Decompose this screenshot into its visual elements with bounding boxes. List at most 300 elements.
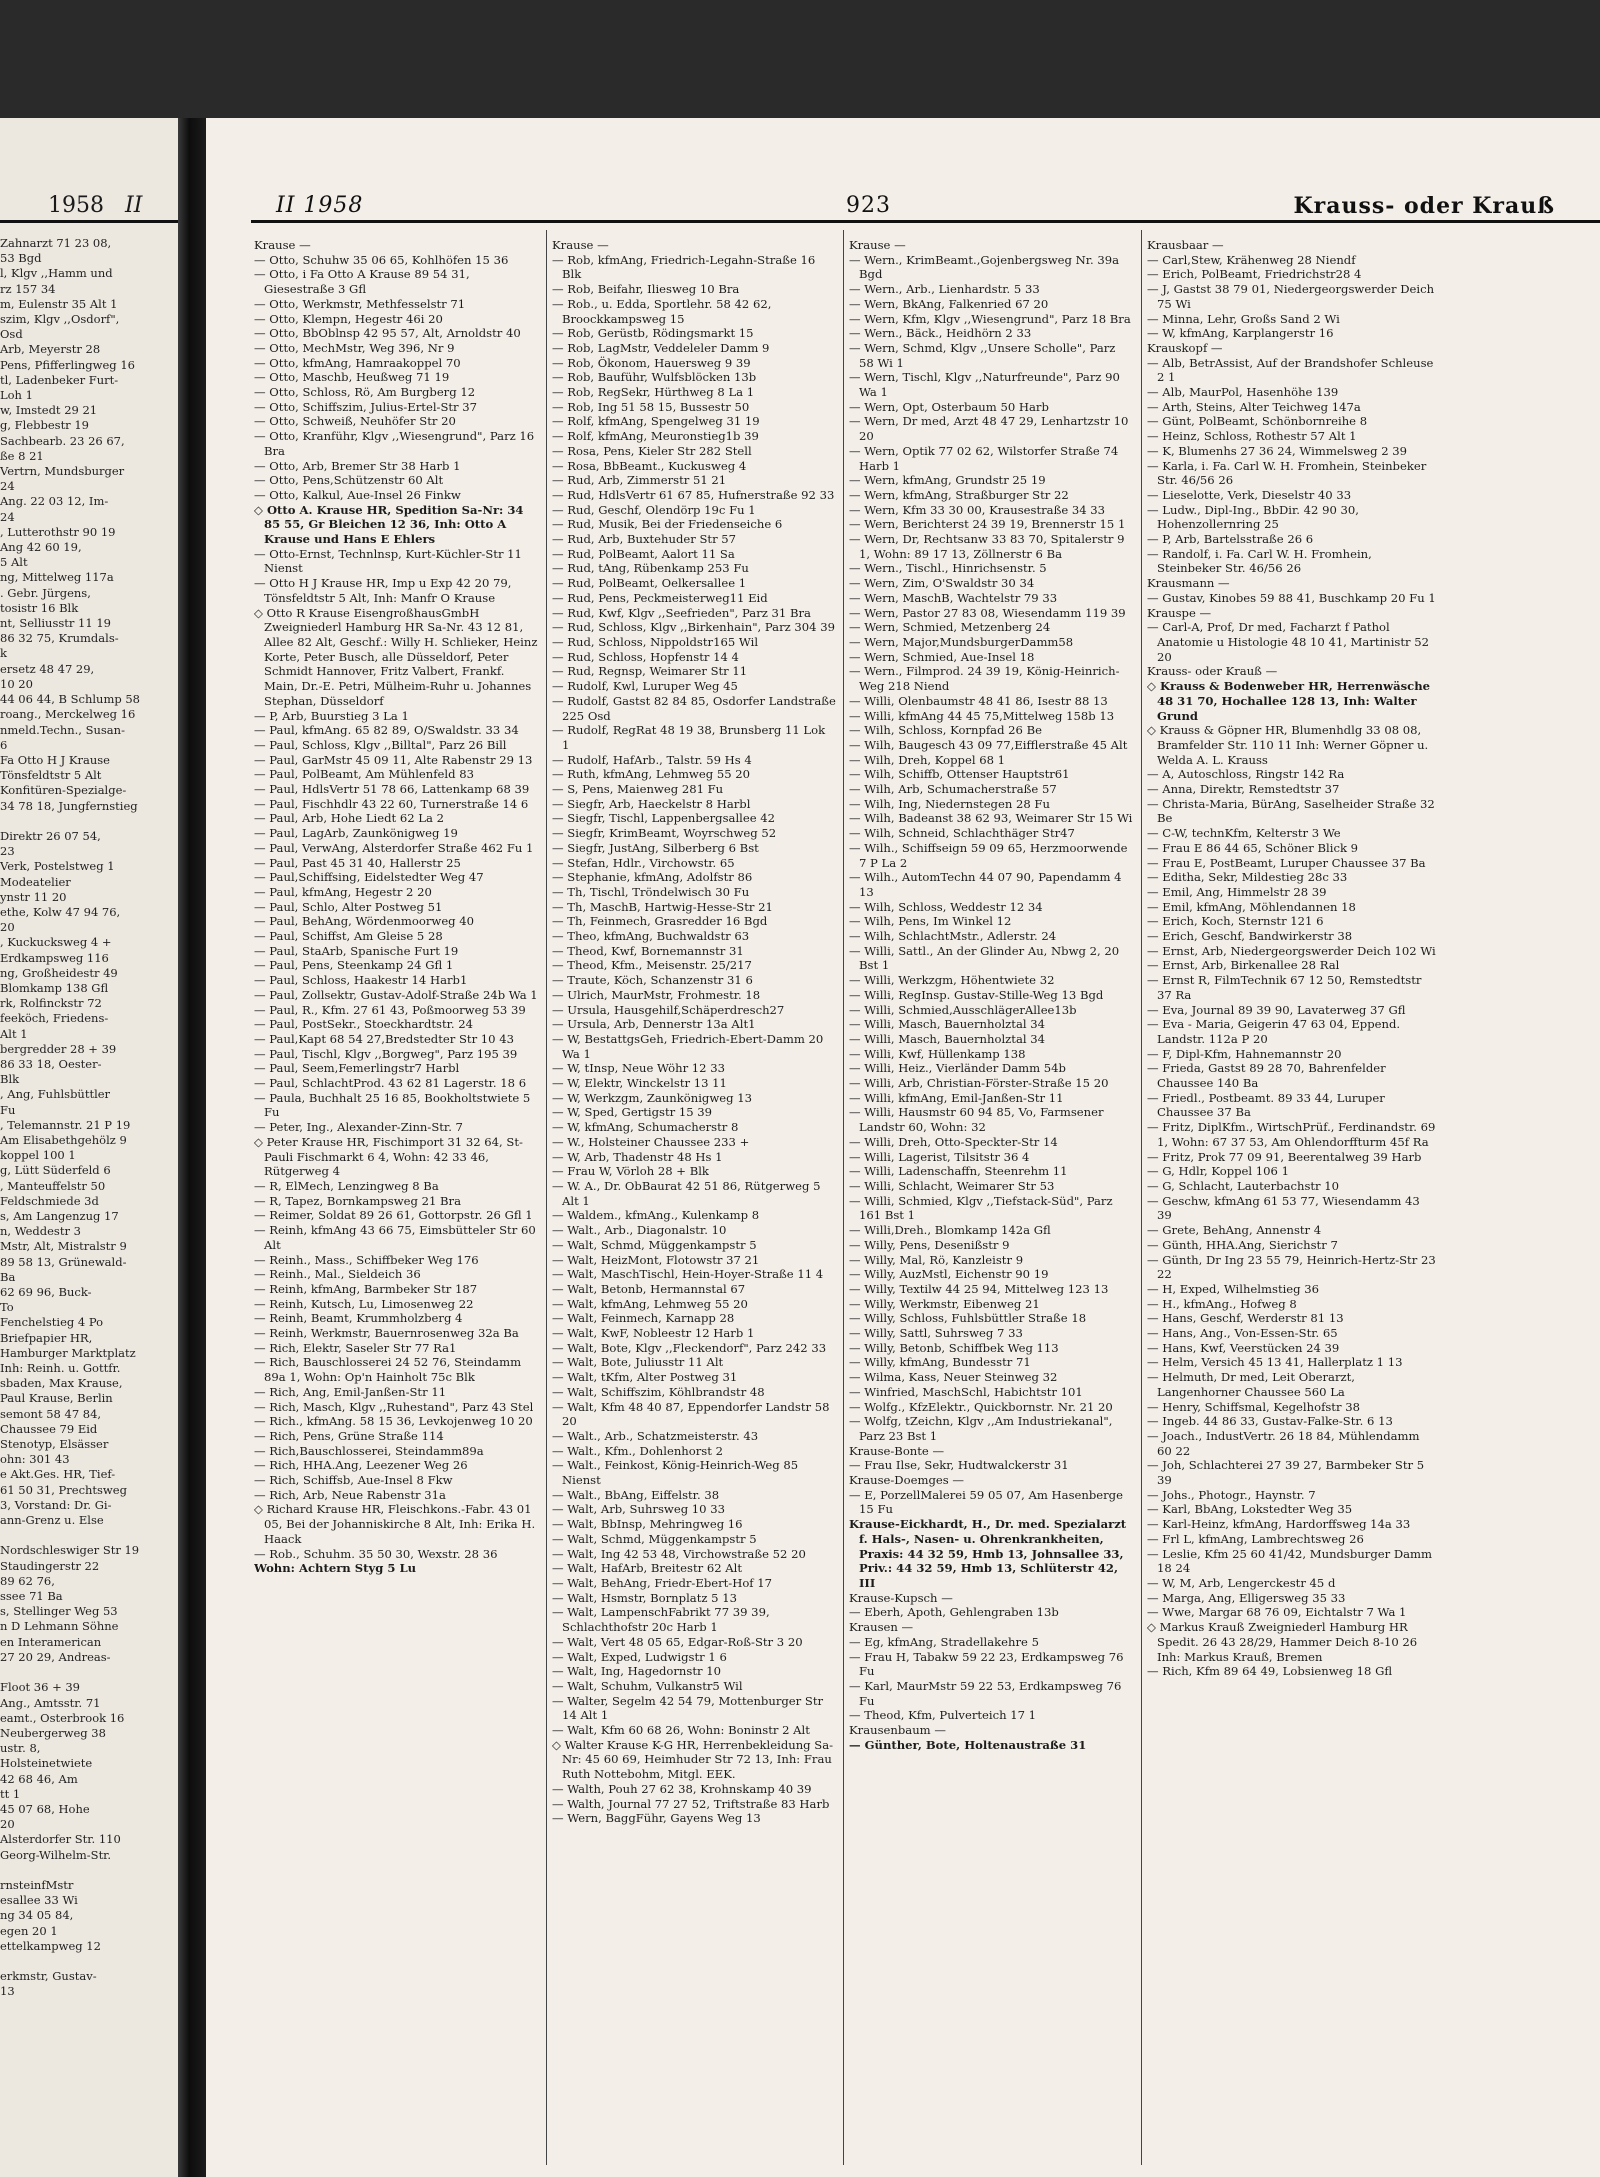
directory-entry: — Rob, Bauführ, Wulfsblöcken 13b bbox=[552, 370, 757, 385]
directory-entry: — Paul,Schiffsing, Eidelstedter Weg 47 bbox=[254, 870, 484, 885]
directory-entry: — Wilh, Badeanst 38 62 93, Weimarer Str 15 Wi bbox=[849, 811, 1133, 826]
directory-entry: — Willy, Mal, Rö, Kanzleistr 9 bbox=[849, 1252, 1024, 1267]
directory-entry: — Paul, PostSekr., Stoeckhardtstr. 24 bbox=[254, 1017, 474, 1032]
directory-entry: — Otto, Schweiß, Neuhöfer Str 20 bbox=[254, 414, 456, 429]
directory-entry: — Joh, Schlachterei 27 39 27, Barmbeker Str 5 39 bbox=[1147, 1458, 1425, 1488]
directory-entry: — Wern, Zim, O'Swaldstr 30 34 bbox=[849, 576, 1035, 591]
directory-entry: — Winfried, MaschSchl, Habichtstr 101 bbox=[849, 1384, 1083, 1399]
left-page-line: Mstr, Alt, Mistralstr 9 bbox=[0, 1239, 127, 1254]
directory-entry: — G, Schlacht, Lauterbachstr 10 bbox=[1147, 1179, 1340, 1193]
directory-entry: — Otto, Arb, Bremer Str 38 Harb 1 bbox=[254, 458, 461, 473]
left-page-line: bergredder 28 + 39 bbox=[0, 1041, 117, 1056]
left-page-line: n D Lehmann Söhne bbox=[0, 1619, 119, 1634]
directory-entry: — Carl-A, Prof, Dr med, Facharzt f Pathol Anatomie u Histologie 48 10 41, Martinistr 52 20 bbox=[1147, 620, 1430, 664]
directory-entry: — Paul, GarMstr 45 09 11, Alte Rabenstr 29 13 bbox=[254, 752, 533, 767]
directory-entry: — Helmuth, Dr med, Leit Oberarzt, Langenhorner Chaussee 560 La bbox=[1147, 1370, 1355, 1399]
directory-entry: — Wern, Schmd, Klgv ,,Unsere Scholle", Parz 58 Wi 1 bbox=[849, 340, 1116, 370]
directory-entry: — Alb, MaurPol, Hasenhöhe 139 bbox=[1147, 385, 1339, 400]
left-page-line: w, Imstedt 29 21 bbox=[0, 403, 98, 418]
left-page-line: rk, Rolfinckstr 72 bbox=[0, 996, 102, 1011]
directory-entry: — Frau W, Vörloh 28 + Blk bbox=[552, 1164, 709, 1179]
left-page-line: ersetz 48 47 29, bbox=[0, 661, 95, 676]
directory-entry: — Wern., Arb., Lienhardstr. 5 33 bbox=[849, 282, 1040, 297]
directory-entry: — W, tInsp, Neue Wöhr 12 33 bbox=[552, 1061, 725, 1076]
left-page-line: Nordschleswiger Str 19 bbox=[0, 1543, 140, 1558]
directory-entry: — Eg, kfmAng, Stradellakehre 5 bbox=[849, 1634, 1039, 1649]
left-page-header: 1958 II bbox=[48, 193, 143, 218]
directory-entry: — Otto, Kranführ, Klgv ,,Wiesengrund", Parz 16 Bra bbox=[254, 429, 535, 458]
directory-entry: — Ernst, Arb, Niedergeorgswerder Deich 102 Wi bbox=[1147, 943, 1436, 958]
left-page-line: k bbox=[0, 646, 7, 661]
directory-entry: — Wern, MaschB, Wachtelstr 79 33 bbox=[849, 590, 1058, 605]
directory-entry: — Rud, Geschf, Olendörp 19c Fu 1 bbox=[552, 502, 756, 517]
right-page bbox=[206, 118, 1600, 2177]
directory-entry: — W, Elektr, Winckelstr 13 11 bbox=[552, 1076, 727, 1091]
directory-entry: — Theo, kfmAng, Buchwaldstr 63 bbox=[552, 929, 750, 944]
left-page-line: Tönsfeldtstr 5 Alt bbox=[0, 768, 102, 783]
directory-entry: — Otto, Kalkul, Aue-Insel 26 Finkw bbox=[254, 487, 461, 502]
directory-entry: — Rob, Beifahr, Iliesweg 10 Bra bbox=[552, 282, 740, 297]
left-page-line: Feldschmiede 3d bbox=[0, 1193, 99, 1208]
directory-entry: — Paul, VerwAng, Alsterdorfer Straße 462 Fu 1 bbox=[254, 840, 534, 855]
directory-entry: — Otto-Ernst, Technlnsp, Kurt-Küchler-Str 11 Nienst bbox=[254, 546, 522, 576]
left-page-line: ße 8 21 bbox=[0, 448, 44, 463]
directory-entry: — Wilh, Dreh, Koppel 68 1 bbox=[849, 752, 1006, 767]
directory-entry: — Reimer, Soldat 89 26 61, Gottorpstr. 26 Gfl 1 bbox=[254, 1208, 533, 1223]
directory-entry: — Willi, kfmAng, Emil-Janßen-Str 11 bbox=[849, 1090, 1064, 1105]
directory-entry: — Rob, RegSekr, Hürthweg 8 La 1 bbox=[552, 385, 755, 400]
left-page-line: n, Weddestr 3 bbox=[0, 1224, 81, 1239]
directory-entry: — Carl,Stew, Krähenweg 28 Niendf bbox=[1147, 252, 1356, 267]
directory-entry: — W, M, Arb, Lengerckestr 45 d bbox=[1147, 1575, 1336, 1590]
directory-entry: — Walt, Schiffszim, Köhlbrandstr 48 bbox=[552, 1384, 765, 1399]
directory-entry: — Eva, Journal 89 39 90, Lavaterweg 37 Gfl bbox=[1147, 1002, 1406, 1017]
directory-entry: — Reinh., Mal., Sieldeich 36 bbox=[254, 1267, 421, 1282]
left-page-line bbox=[0, 1954, 178, 1969]
directory-entry: — Willy, Werkmstr, Eibenweg 21 bbox=[849, 1296, 1040, 1311]
directory-entry: — Walt, Exped, Ludwigstr 1 6 bbox=[552, 1649, 727, 1664]
directory-entry: — Willi, Schlacht, Weimarer Str 53 bbox=[849, 1179, 1055, 1193]
left-page-line: 20 bbox=[0, 920, 15, 935]
left-page-line: ohn: 301 43 bbox=[0, 1452, 70, 1467]
directory-entry: — Hans, Geschf, Werderstr 81 13 bbox=[1147, 1311, 1344, 1326]
left-page-line: ng, Mittelweg 117a bbox=[0, 570, 114, 585]
left-page-line: l, Klgv ,,Hamm und bbox=[0, 266, 113, 281]
directory-entry: — Rudolf, RegRat 48 19 38, Brunsberg 11 Lok 1 bbox=[552, 723, 826, 752]
directory-entry: — Paul, Schloss, Haakestr 14 Harb1 bbox=[254, 973, 468, 988]
directory-entry: — Grete, BehAng, Annenstr 4 bbox=[1147, 1223, 1322, 1238]
directory-entry: — Karl, BbAng, Lokstedter Weg 35 bbox=[1147, 1502, 1353, 1517]
directory-entry: — Wern., Tischl., Hinrichsenstr. 5 bbox=[849, 561, 1047, 576]
left-page-line bbox=[0, 814, 178, 829]
left-page-line: Georg-Wilhelm-Str. bbox=[0, 1847, 112, 1862]
directory-entry: — Wern, kfmAng, Straßburger Str 22 bbox=[849, 487, 1069, 502]
directory-entry: — Wern, BkAng, Falkenried 67 20 bbox=[849, 296, 1049, 311]
directory-entry: — W, BestattgsGeh, Friedrich-Ebert-Damm 20 Wa 1 bbox=[552, 1031, 824, 1061]
directory-entry: — Ulrich, MaurMstr, Frohmestr. 18 bbox=[552, 987, 761, 1002]
left-page-line: Modeatelier bbox=[0, 874, 71, 889]
directory-entry: — Frau H, Tabakw 59 22 23, Erdkampsweg 76 Fu bbox=[849, 1649, 1124, 1679]
directory-entry: Krauss- oder Krauß — bbox=[1147, 664, 1278, 679]
directory-entry: — Wern, Optik 77 02 62, Wilstorfer Straße 74 Harb 1 bbox=[849, 443, 1119, 473]
left-page-line: 24 bbox=[0, 509, 15, 524]
directory-entry: — Wern., Filmprod. 24 39 19, König-Heinrich-Weg 218 Niend bbox=[849, 664, 1120, 694]
directory-entry: — Willi, Schmied, Klgv ,,Tiefstack-Süd", Parz 161 Bst 1 bbox=[849, 1193, 1113, 1223]
directory-entry: — Willi, Olenbaumstr 48 41 86, Isestr 88 13 bbox=[849, 693, 1108, 708]
directory-entry: — Ludw., Dipl-Ing., BbDir. 42 90 30, Hohenzollernring 25 bbox=[1147, 502, 1359, 532]
left-page-line: , Kuckucksweg 4 + bbox=[0, 935, 112, 950]
book-gutter bbox=[178, 118, 206, 2177]
left-page-line: koppel 100 1 bbox=[0, 1148, 76, 1163]
directory-entry: — Rud, Musik, Bei der Friedenseiche 6 bbox=[552, 517, 783, 532]
directory-entry: — Willi, Schmied,AusschlägerAllee13b bbox=[849, 1002, 1077, 1017]
directory-column-2 bbox=[552, 238, 836, 2163]
directory-entry: — Otto H J Krause HR, Imp u Exp 42 20 79, Tönsfeldtstr 5 Alt, Inh: Manfr O Krause bbox=[254, 576, 512, 605]
directory-entry: — Willy, Schloss, Fuhlsbüttler Straße 18 bbox=[849, 1311, 1087, 1326]
directory-entry: ◇ Richard Krause HR, Fleischkons.-Fabr. 43 01 05, Bei der Johanniskirche 8 Alt, Inh: Erika H. Haack bbox=[254, 1502, 536, 1546]
left-page-line: 44 06 44, B Schlump 58 bbox=[0, 692, 140, 707]
directory-entry: — Rosa, BbBeamt., Kuckusweg 4 bbox=[552, 458, 747, 473]
directory-entry: Krause-Bonte — bbox=[849, 1443, 945, 1458]
directory-entry: — Eva - Maria, Geigerin 47 63 04, Eppend. Landstr. 112a P 20 bbox=[1147, 1017, 1401, 1046]
column-divider bbox=[546, 230, 547, 2165]
directory-entry: — Wilh, Schneid, Schlachthäger Str47 bbox=[849, 826, 1075, 841]
directory-entry: — Walt, Hsmstr, Bornplatz 5 13 bbox=[552, 1590, 737, 1605]
directory-entry: — Reinh, kfmAng, Barmbeker Str 187 bbox=[254, 1281, 478, 1296]
left-page-line: Stenotyp, Elsässer bbox=[0, 1437, 109, 1452]
directory-entry: — Paul, Zollsektr, Gustav-Adolf-Straße 24b Wa 1 bbox=[254, 987, 538, 1002]
left-page-line: Fa Otto H J Krause bbox=[0, 752, 110, 767]
left-page-line: Alsterdorfer Str. 110 bbox=[0, 1832, 121, 1847]
directory-entry: — Wolfg, tZeichn, Klgv ,,Am Industriekanal", Parz 23 Bst 1 bbox=[849, 1414, 1113, 1443]
directory-entry: — W, Werkzgm, Zaunkönigweg 13 bbox=[552, 1090, 752, 1105]
directory-entry: — Paul, PolBeamt, Am Mühlenfeld 83 bbox=[254, 767, 474, 782]
page-number: 923 bbox=[846, 193, 891, 218]
directory-entry: — Willi, Masch, Bauernholztal 34 bbox=[849, 1017, 1046, 1032]
left-page-line bbox=[0, 1665, 178, 1680]
directory-entry: — Otto, Klempn, Hegestr 46i 20 bbox=[254, 311, 443, 326]
directory-entry: — Walt, MaschTischl, Hein-Hoyer-Straße 11 4 bbox=[552, 1267, 824, 1282]
page-header bbox=[206, 118, 1600, 218]
directory-entry: Krauskopf — bbox=[1147, 340, 1223, 355]
directory-entry: — Friedl., Postbeamt. 89 33 44, Luruper Chaussee 37 Ba bbox=[1147, 1090, 1385, 1120]
directory-entry: — Th, Tischl, Tröndelwisch 30 Fu bbox=[552, 884, 750, 899]
directory-entry: — C-W, technKfm, Kelterstr 3 We bbox=[1147, 826, 1341, 841]
left-page-line: 34 78 18, Jungfernstieg bbox=[0, 798, 138, 813]
directory-entry: — Willi, Heiz., Vierländer Damm 54b bbox=[849, 1061, 1066, 1076]
directory-entry: — Lieselotte, Verk, Dieselstr 40 33 bbox=[1147, 487, 1352, 502]
directory-entry: — Marga, Ang, Elligersweg 35 33 bbox=[1147, 1590, 1346, 1605]
left-page-line: erkmstr, Gustav- bbox=[0, 1969, 97, 1984]
directory-entry: — Rud, Schloss, Nippoldstr165 Wil bbox=[552, 634, 759, 649]
left-page-line: 10 20 bbox=[0, 676, 33, 691]
left-page-line: Arb, Meyerstr 28 bbox=[0, 342, 101, 357]
left-page-line: Vertrn, Mundsburger bbox=[0, 464, 125, 479]
directory-entry: — Heinz, Schloss, Rothestr 57 Alt 1 bbox=[1147, 429, 1357, 444]
left-page-line: e Akt.Ges. HR, Tief- bbox=[0, 1467, 116, 1482]
directory-entry: — Rich., kfmAng. 58 15 36, Levkojenweg 10 20 bbox=[254, 1414, 533, 1429]
directory-entry: — Paul, Schiffst, Am Gleise 5 28 bbox=[254, 929, 443, 944]
directory-entry: — Willi, Sattl., An der Glinder Au, Nbwg 2, 20 Bst 1 bbox=[849, 943, 1120, 973]
directory-entry: — Otto, Schiffszim, Julius-Ertel-Str 37 bbox=[254, 399, 478, 414]
directory-entry: — Walt., BbAng, Eiffelstr. 38 bbox=[552, 1487, 720, 1502]
directory-entry: — Paul, BehAng, Wördenmoorweg 40 bbox=[254, 914, 475, 929]
left-page-line: 45 07 68, Hohe bbox=[0, 1801, 90, 1816]
left-page-line: m, Eulenstr 35 Alt 1 bbox=[0, 296, 118, 311]
directory-entry: — Wern, Kfm 33 30 00, Krausestraße 34 33 bbox=[849, 502, 1106, 517]
directory-entry: — Wilh, Schiffb, Ottenser Hauptstr61 bbox=[849, 767, 1070, 782]
directory-entry: — Wern, Major,MundsburgerDamm58 bbox=[849, 634, 1074, 649]
directory-entry: — Rich, Masch, Klgv ,,Ruhestand", Parz 43 Stel bbox=[254, 1399, 534, 1414]
directory-entry: — Wern, Kfm, Klgv ,,Wiesengrund", Parz 18 Bra bbox=[849, 311, 1131, 326]
directory-entry: — Reinh., Mass., Schiffbeker Weg 176 bbox=[254, 1252, 479, 1267]
directory-entry: — Walt, Schmd, Müggenkampstr 5 bbox=[552, 1531, 757, 1546]
directory-entry: — Willi, Masch, Bauernholztal 34 bbox=[849, 1031, 1046, 1046]
directory-entry: — Rud, Schloss, Hopfenstr 14 4 bbox=[552, 649, 739, 664]
directory-entry: — Karl-Heinz, kfmAng, Hardorffsweg 14a 33 bbox=[1147, 1517, 1411, 1532]
directory-entry: — Waldem., kfmAng., Kulenkamp 8 bbox=[552, 1208, 760, 1223]
left-page-line: Staudingerstr 22 bbox=[0, 1558, 100, 1573]
directory-entry: — Walt, tKfm, Alter Postweg 31 bbox=[552, 1370, 738, 1385]
directory-entry: — Rich, Arb, Neue Rabenstr 31a bbox=[254, 1487, 446, 1502]
left-page-line: roang., Merckelweg 16 bbox=[0, 707, 136, 722]
directory-entry: Krause-Eickhardt, H., Dr. med. Spezialarzt f. Hals-, Nasen- u. Ohrenkrankheiten, Praxis: 44 32 59, Hmb 13, Johnsallee 33, Priv.: 44 32 59, Hmb 13, Schlüterstr 42, III bbox=[849, 1517, 1127, 1590]
left-page-line: feeköch, Friedens- bbox=[0, 1011, 109, 1026]
left-page-line: en Interamerican bbox=[0, 1634, 102, 1649]
directory-entry: — Willi, Dreh, Otto-Speckter-Str 14 bbox=[849, 1134, 1058, 1149]
volume-year: II 1958 bbox=[276, 193, 364, 218]
directory-entry: — Ernst R, FilmTechnik 67 12 50, Remstedtstr 37 Ra bbox=[1147, 973, 1422, 1002]
left-page-line: 61 50 31, Prechtsweg bbox=[0, 1482, 127, 1497]
left-page-line: tosistr 16 Blk bbox=[0, 600, 79, 615]
directory-entry: — Paul, Schlo, Alter Postweg 51 bbox=[254, 899, 443, 914]
directory-entry: — Siegfr, JustAng, Silberberg 6 Bst bbox=[552, 840, 759, 855]
left-page-line: ng, Großheidestr 49 bbox=[0, 965, 118, 980]
directory-entry: — R, ElMech, Lenzingweg 8 Ba bbox=[254, 1179, 439, 1193]
directory-entry: — Walt, Bote, Juliusstr 11 Alt bbox=[552, 1355, 724, 1370]
directory-entry: — G, Hdlr, Koppel 106 1 bbox=[1147, 1164, 1289, 1179]
directory-entry: — Wilma, Kass, Neuer Steinweg 32 bbox=[849, 1370, 1058, 1385]
directory-entry: — Willy, Textilw 44 25 94, Mittelweg 123 13 bbox=[849, 1281, 1109, 1296]
directory-entry: — Willy, Pens, Desenißstr 9 bbox=[849, 1237, 1010, 1252]
left-page-line: 5 Alt bbox=[0, 555, 28, 570]
directory-entry: — R, Tapez, Bornkampsweg 21 Bra bbox=[254, 1193, 462, 1208]
left-page-line: s, Am Langenzug 17 bbox=[0, 1209, 119, 1223]
left-page-line: Zahnarzt 71 23 08, bbox=[0, 236, 112, 250]
left-page-line: Floot 36 + 39 bbox=[0, 1680, 80, 1695]
directory-entry: — Reinh, Beamt, Krummholzberg 4 bbox=[254, 1311, 463, 1326]
left-page-line: ettelkampweg 12 bbox=[0, 1938, 101, 1953]
directory-entry: — Rob, LagMstr, Veddeleler Damm 9 bbox=[552, 340, 770, 355]
left-page-line: 89 58 13, Grünewald- bbox=[0, 1254, 127, 1269]
directory-entry: — Rolf, kfmAng, Spengelweg 31 19 bbox=[552, 414, 760, 429]
left-page-column bbox=[0, 236, 178, 2000]
left-page-line: Loh 1 bbox=[0, 388, 33, 403]
left-page-line: Fenchelstieg 4 Po bbox=[0, 1315, 104, 1330]
left-page-line: ynstr 11 20 bbox=[0, 889, 67, 904]
left-page-line: Pens, Pfifferlingweg 16 bbox=[0, 357, 135, 372]
directory-entry: — Reinh, Kutsch, Lu, Limosenweg 22 bbox=[254, 1296, 474, 1311]
directory-entry: — Rud, Arb, Buxtehuder Str 57 bbox=[552, 532, 737, 547]
directory-entry: — Wilh, Arb, Schumacherstraße 57 bbox=[849, 782, 1057, 797]
directory-entry: — Otto, i Fa Otto A Krause 89 54 31, Giesestraße 3 Gfl bbox=[254, 267, 470, 297]
directory-entry: — Fritz, Prok 77 09 91, Beerentalweg 39 Harb bbox=[1147, 1149, 1422, 1164]
left-page-line: Verk, Postelstweg 1 bbox=[0, 859, 115, 874]
directory-entry: — Walt, Ing, Hagedornstr 10 bbox=[552, 1664, 721, 1679]
left-page-line: . Gebr. Jürgens, bbox=[0, 585, 91, 600]
directory-entry: — Walter, Segelm 42 54 79, Mottenburger Str 14 Alt 1 bbox=[552, 1693, 824, 1723]
directory-entry: — Walt, Kfm 60 68 26, Wohn: Boninstr 2 Alt bbox=[552, 1723, 810, 1738]
directory-entry: — Ursula, Arb, Dennerstr 13a Alt1 bbox=[552, 1017, 756, 1032]
directory-entry: — Rud, PolBeamt, Oelkersallee 1 bbox=[552, 576, 747, 591]
directory-entry: — Paul, SchlachtProd. 43 62 81 Lagerstr. 18 6 bbox=[254, 1076, 527, 1091]
left-page-line: Ang., Amtsstr. 71 bbox=[0, 1695, 101, 1710]
directory-entry: — Fritz, DiplKfm., WirtschPrüf., Ferdinandstr. 69 1, Wohn: 67 37 53, Am Ohlendorffturm 45f Ra bbox=[1147, 1120, 1436, 1149]
directory-entry: — Walt, Schmd, Müggenkampstr 5 bbox=[552, 1237, 757, 1252]
directory-entry: — Walt., Arb., Diagonalstr. 10 bbox=[552, 1223, 727, 1238]
directory-entry: Krause — bbox=[552, 238, 609, 252]
directory-entry: — Rolf, kfmAng, Meuronstieg1b 39 bbox=[552, 429, 759, 444]
directory-entry: — Paul, kfmAng, Hegestr 2 20 bbox=[254, 884, 432, 899]
directory-entry: — Willi,Dreh., Blomkamp 142a Gfl bbox=[849, 1223, 1051, 1238]
left-page-line: tt 1 bbox=[0, 1786, 21, 1801]
directory-entry: — Rud, PolBeamt, Aalort 11 Sa bbox=[552, 546, 735, 561]
directory-entry: — Willi, Lagerist, Tilsitstr 36 4 bbox=[849, 1149, 1030, 1164]
directory-entry: — Erich, Koch, Sternstr 121 6 bbox=[1147, 914, 1324, 929]
directory-entry: — Rob., u. Edda, Sportlehr. 58 42 62, Broockkampsweg 15 bbox=[552, 296, 772, 326]
running-title: Krauss- oder Krauß bbox=[1293, 193, 1555, 219]
directory-entry: — Willy, Sattl, Suhrsweg 7 33 bbox=[849, 1326, 1023, 1341]
directory-entry: — H., kfmAng., Hofweg 8 bbox=[1147, 1296, 1297, 1311]
directory-entry: — Paul, Tischl, Klgv ,,Borgweg", Parz 195 39 bbox=[254, 1046, 518, 1061]
left-page-line: , Manteuffelstr 50 bbox=[0, 1178, 106, 1193]
directory-entry: — Rud, HdlsVertr 61 67 85, Hufnerstraße 92 33 bbox=[552, 487, 835, 502]
directory-entry: — Th, MaschB, Hartwig-Hesse-Str 21 bbox=[552, 899, 773, 914]
directory-entry: Krause — bbox=[254, 238, 311, 252]
left-page-line: Briefpapier HR, bbox=[0, 1330, 93, 1345]
directory-entry: — Günther, Bote, Holtenaustraße 31 bbox=[849, 1737, 1087, 1752]
directory-entry: — Willy, Betonb, Schiffbek Weg 113 bbox=[849, 1340, 1059, 1355]
left-page-line: 62 69 96, Buck- bbox=[0, 1285, 92, 1300]
left-page-line: Am Elisabethgehölz 9 bbox=[0, 1132, 127, 1147]
directory-column-4 bbox=[1147, 238, 1437, 2163]
directory-entry: — Reinh, Werkmstr, Bauernrosenweg 32a Ba bbox=[254, 1326, 519, 1341]
directory-entry: — Wern, Dr, Rechtsanw 33 83 70, Spitalerstr 9 1, Wohn: 89 17 13, Zöllnerstr 6 Ba bbox=[849, 532, 1125, 561]
directory-entry: — Henry, Schiffsmal, Kegelhofstr 38 bbox=[1147, 1399, 1360, 1414]
directory-entry: — Siegfr, Tischl, Lappenbergsallee 42 bbox=[552, 811, 776, 826]
left-page-line bbox=[0, 1528, 178, 1543]
directory-entry: — Walt, HafArb, Breitestr 62 Alt bbox=[552, 1561, 743, 1576]
left-page-line: Konfitüren-Spezialge- bbox=[0, 783, 127, 798]
directory-entry: — Gustav, Kinobes 59 88 41, Buschkamp 20 Fu 1 bbox=[1147, 590, 1436, 605]
directory-entry: — Wolfg., KfzElektr., Quickbornstr. Nr. 21 20 bbox=[849, 1399, 1113, 1414]
directory-entry: — Frl L, kfmAng, Lambrechtsweg 26 bbox=[1147, 1531, 1364, 1546]
directory-entry: — Frau E 86 44 65, Schöner Blick 9 bbox=[1147, 840, 1359, 855]
directory-entry: — Wilh., AutomTechn 44 07 90, Papendamm 4 13 bbox=[849, 870, 1122, 899]
left-page-line: sbaden, Max Krause, bbox=[0, 1376, 123, 1391]
left-page-line: esallee 33 Wi bbox=[0, 1893, 78, 1908]
left-page-line: 89 62 76, bbox=[0, 1573, 55, 1588]
directory-entry: — Paul, kfmAng. 65 82 89, O/Swaldstr. 33 34 bbox=[254, 723, 519, 738]
directory-entry: — Reinh, kfmAng 43 66 75, Eimsbütteler Str 60 Alt bbox=[254, 1223, 536, 1252]
left-page-line: Holsteinetwiete bbox=[0, 1756, 93, 1771]
left-page-line: 20 bbox=[0, 1817, 15, 1832]
left-page-line: 27 20 29, Andreas- bbox=[0, 1649, 111, 1664]
directory-entry: Krause — bbox=[849, 238, 906, 252]
left-page-line: Erdkampsweg 116 bbox=[0, 950, 109, 965]
directory-entry: — Traute, Köch, Schanzenstr 31 6 bbox=[552, 973, 753, 988]
directory-entry: — Rud, Kwf, Klgv ,,Seefrieden", Parz 31 Bra bbox=[552, 605, 811, 620]
directory-entry: Krause-Kupsch — bbox=[849, 1590, 953, 1605]
directory-entry: — Rud, Pens, Peckmeisterweg11 Eid bbox=[552, 590, 768, 605]
directory-entry: ◇ Krauss & Bodenweber HR, Herrenwäsche 48 31 70, Hochallee 128 13, Inh: Walter Grund bbox=[1147, 679, 1430, 723]
directory-entry: — Rich,Bauschlosserei, Steindamm89a bbox=[254, 1443, 484, 1458]
left-page-line: 3, Vorstand: Dr. Gi- bbox=[0, 1497, 112, 1512]
directory-entry: — Otto, MechMstr, Weg 396, Nr 9 bbox=[254, 340, 455, 355]
left-page-line: Alt 1 bbox=[0, 1026, 28, 1041]
directory-entry: — Walt, BbInsp, Mehringweg 16 bbox=[552, 1517, 743, 1532]
left-page-line bbox=[0, 1863, 178, 1878]
directory-entry: — Leslie, Kfm 25 60 41/42, Mundsburger Damm 18 24 bbox=[1147, 1546, 1433, 1576]
directory-entry: — E, PorzellMalerei 59 05 07, Am Hasenberge 15 Fu bbox=[849, 1487, 1123, 1517]
directory-entry: — Günth, Dr Ing 23 55 79, Heinrich-Hertz-Str 23 22 bbox=[1147, 1252, 1436, 1282]
column-divider bbox=[843, 230, 844, 2165]
directory-entry: — Otto, Schuhw 35 06 65, Kohlhöfen 15 36 bbox=[254, 252, 509, 267]
left-page-line: nmeld.Techn., Susan- bbox=[0, 722, 125, 737]
directory-entry: ◇ Otto R Krause EisengroßhausGmbH Zweigniederl Hamburg HR Sa-Nr. 43 12 81, Allee 82 Alt, Geschf.: Willy H. Schlieker, Heinz Korte, Peter Busch, alle Düsseldorf, Peter Schmidt Hannover, Fritz Valbert, Frankf. Main, Dr.-E. Petri, Mülheim-Ruhr u. Johannes Stephan, Düsseldorf bbox=[254, 605, 538, 708]
left-page-line: Paul Krause, Berlin bbox=[0, 1391, 113, 1406]
left-page-line: 6 bbox=[0, 737, 8, 752]
directory-entry: Krausenbaum — bbox=[849, 1723, 946, 1738]
directory-entry: Krausmann — bbox=[1147, 576, 1230, 591]
directory-entry: — Stephanie, kfmAng, Adolfstr 86 bbox=[552, 870, 753, 885]
left-page-line: To bbox=[0, 1300, 14, 1315]
directory-entry: — Siegfr, Arb, Haeckelstr 8 Harbl bbox=[552, 796, 751, 811]
left-page-line: ustr. 8, bbox=[0, 1741, 41, 1756]
directory-entry: — Christa-Maria, BürAng, Saselheider Straße 32 Be bbox=[1147, 796, 1435, 826]
left-page-line: Hamburger Marktplatz bbox=[0, 1345, 136, 1360]
left-page-line: Osd bbox=[0, 327, 23, 342]
left-page-line: 24 bbox=[0, 479, 15, 494]
directory-entry: — Walt, Schuhm, Vulkanstr5 Wil bbox=[552, 1678, 743, 1693]
left-page-line: , Lutterothstr 90 19 bbox=[0, 524, 116, 539]
directory-entry: — Rob., Schuhm. 35 50 30, Wexstr. 28 36 bbox=[254, 1546, 498, 1561]
directory-entry: — Walt, BehAng, Friedr-Ebert-Hof 17 bbox=[552, 1575, 773, 1590]
directory-entry: — Otto, Maschb, Heußweg 71 19 bbox=[254, 370, 450, 385]
directory-entry: — J, Gastst 38 79 01, Niedergeorgswerder Deich 75 Wi bbox=[1147, 282, 1435, 311]
left-page-line: egen 20 1 bbox=[0, 1923, 58, 1938]
directory-entry: — Wern, Dr med, Arzt 48 47 29, Lenhartzstr 10 20 bbox=[849, 414, 1129, 444]
directory-entry: — Frau E, PostBeamt, Luruper Chaussee 37 Ba bbox=[1147, 855, 1426, 870]
left-page-line: g, Flebbestr 19 bbox=[0, 418, 89, 433]
directory-entry: — Walth, Journal 77 27 52, Triftstraße 83 Harb bbox=[552, 1796, 830, 1811]
directory-entry: — Rud, Schloss, Klgv ,,Birkenhain", Parz 304 39 bbox=[552, 620, 835, 635]
directory-entry: — Willi, kfmAng 44 45 75,Mittelweg 158b 13 bbox=[849, 708, 1115, 723]
directory-entry: — Wern., Bäck., Heidhörn 2 33 bbox=[849, 326, 1032, 341]
directory-entry: — Walt., Arb., Schatzmeisterstr. 43 bbox=[552, 1428, 759, 1443]
directory-entry: — Rich, Schiffsb, Aue-Insel 8 Fkw bbox=[254, 1473, 453, 1488]
directory-entry: — S, Pens, Maienweg 281 Fu bbox=[552, 782, 724, 797]
directory-entry: Krausen — bbox=[849, 1620, 914, 1635]
left-page-line: 23 bbox=[0, 844, 15, 859]
directory-entry: — Stefan, Hdlr., Virchowstr. 65 bbox=[552, 855, 735, 870]
directory-entry: — Rich, Elektr, Saseler Str 77 Ra1 bbox=[254, 1340, 457, 1355]
directory-entry: ◇ Walter Krause K-G HR, Herrenbekleidung Sa-Nr: 45 60 69, Heimhuder Str 72 13, Inh: Frau Ruth Nottebohm, Mitgl. EEK. bbox=[552, 1737, 834, 1782]
directory-entry: — Wern, Tischl, Klgv ,,Naturfreunde", Parz 90 Wa 1 bbox=[849, 370, 1120, 400]
left-page-line: Neubergerweg 38 bbox=[0, 1725, 106, 1740]
directory-entry: — W. A., Dr. ObBaurat 42 51 86, Rütgerweg 5 Alt 1 bbox=[552, 1179, 821, 1208]
directory-entry: — A, Autoschloss, Ringstr 142 Ra bbox=[1147, 767, 1345, 782]
